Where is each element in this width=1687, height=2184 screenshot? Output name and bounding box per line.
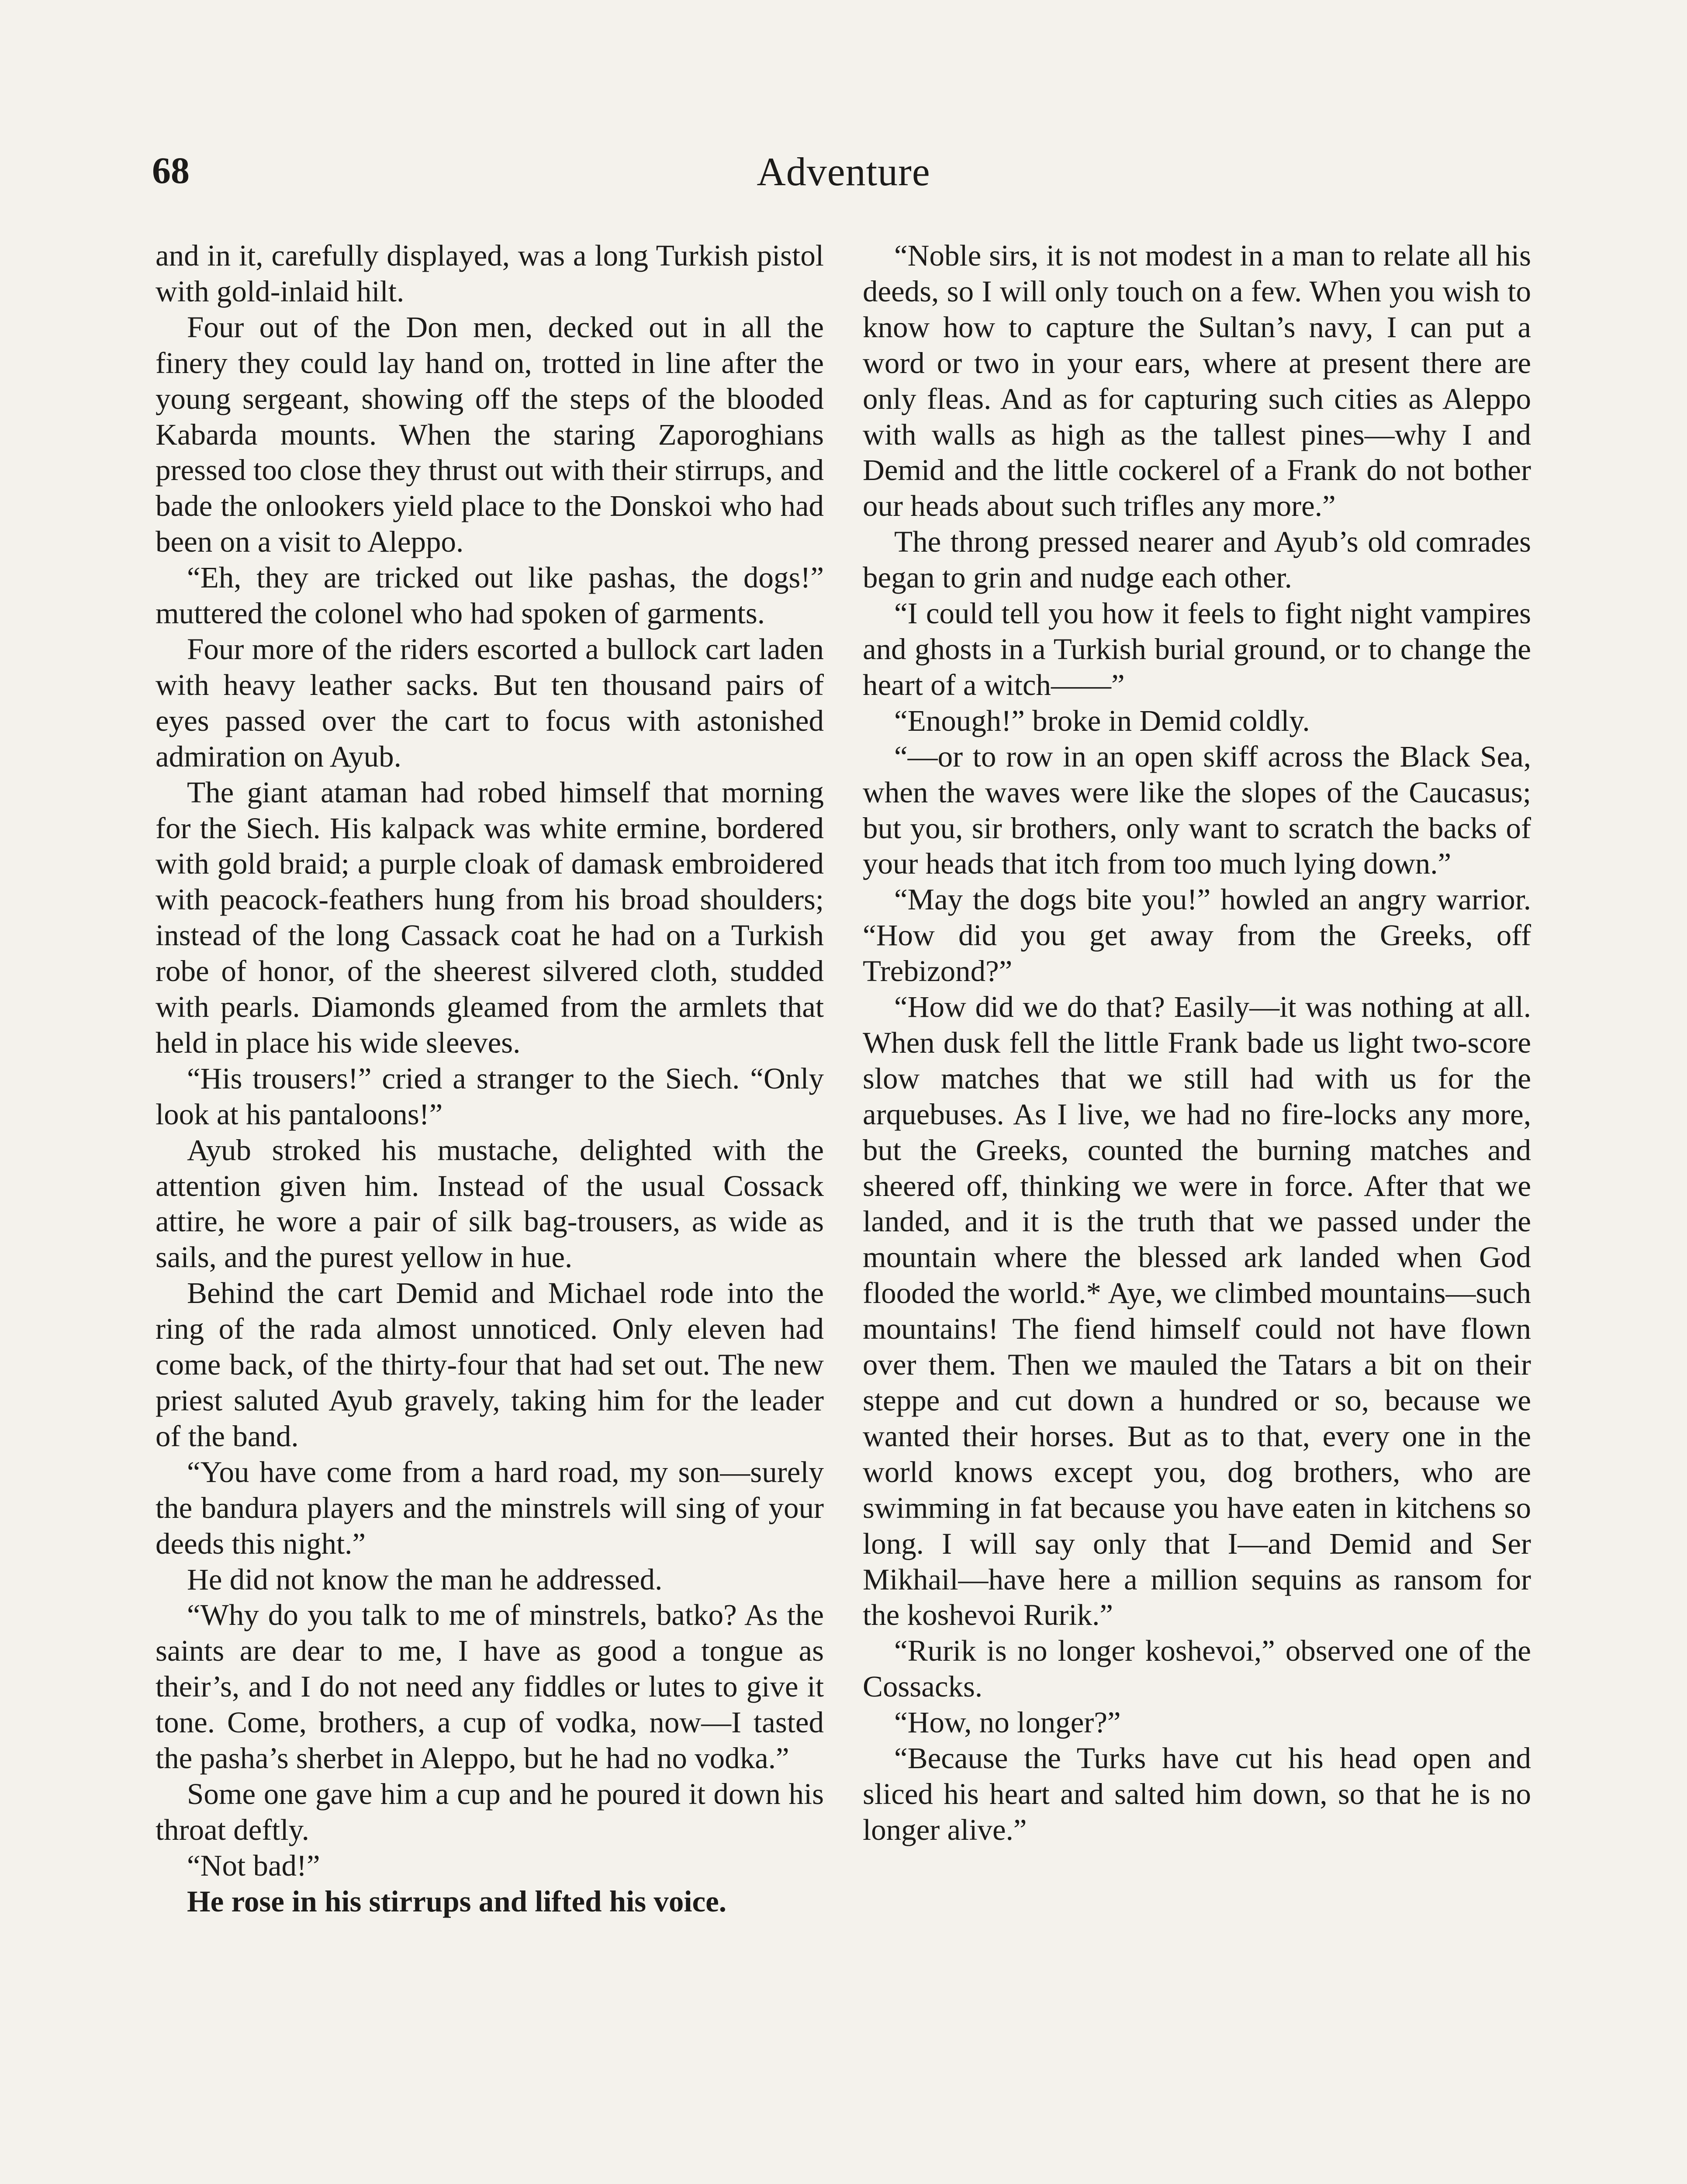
page-number: 68 (152, 149, 190, 191)
paragraph: “Not bad!” (187, 1849, 320, 1882)
paragraph: Some one gave him a cup and he poured it down his throat deftly. (156, 1777, 824, 1846)
paragraph: “How did we do that? Easily—it was nothing at all. When dusk fell the little Frank bade us light two-score slow matches that we still had with us for the arquebuses. As I live, we had no fire-locks any more, but the Greeks, counted the burning matches and sheered off, thinking we were in force. After that we landed, and it is the truth that we passed under the mountain where the blessed ark landed when God flooded the world.* Aye, we climbed mountains—such mountains! The fiend himself could not have flown over them. Then we mauled the Tatars a bit on their steppe and cut down a hundred or so, because we wanted their horses. But as to that, every one in the world knows except you, dog brothers, who are swimming in fat because you have eaten in kitchens so long. I will say only that I—and Demid and Ser Mikhail—have here a million sequins as ransom for the koshevoi Rurik.” (863, 990, 1531, 1632)
paragraph: “Why do you talk to me of minstrels, batko? As the saints are dear to me, I have as good a tongue as their’s, and I do not need any fiddles or lutes to give it tone. Come, brothers, a cup of vodka, now—I tasted the pasha’s sherbet in Aleppo, but he had no vodka.” (156, 1598, 824, 1775)
paragraph: “You have come from a hard road, my son—surely the bandura players and the minstrels will sing of your deeds this night.” (156, 1455, 824, 1560)
paragraph: The throng pressed nearer and Ayub’s old comrades began to grin and nudge each other. (863, 525, 1531, 594)
paragraph: Behind the cart Demid and Michael rode into the ring of the rada almost unnoticed. Only eleven had come back, of the thirty-four that had set out. The new priest saluted Ayub gravely, taking him for the leader of the band. (156, 1276, 824, 1453)
paragraph: He rose in his stirrups and lifted his voice. (187, 1884, 727, 1918)
paragraph: “Because the Turks have cut his head open and sliced his heart and salted him down, so that he is no longer alive.” (863, 1742, 1531, 1846)
paragraph: He did not know the man he addressed. (187, 1562, 663, 1596)
left-column (156, 238, 824, 1920)
running-title: Adventure (757, 149, 930, 194)
paragraph: “—or to row in an open skiff across the Black Sea, when the waves were like the slopes of the Caucasus; but you, sir brothers, only want to scratch the backs of your heads that itch from too much lying down.” (863, 740, 1531, 881)
paragraph: and in it, carefully displayed, was a long Turkish pistol with gold-inlaid hilt. (156, 239, 824, 308)
paragraph: “His trousers!” cried a stranger to the Siech. “Only look at his pantaloons!” (156, 1061, 824, 1131)
paragraph: “Rurik is no longer koshevoi,” observed one of the Cossacks. (863, 1634, 1531, 1704)
paragraph: “How, no longer?” (894, 1706, 1121, 1739)
paragraph: “Enough!” broke in Demid coldly. (894, 704, 1310, 737)
paragraph: Ayub stroked his mustache, delighted with the attention given him. Instead of the usual Cossack attire, he wore a pair of silk bag-trousers, as wide as sails, and the purest yellow in hue. (156, 1133, 824, 1274)
right-column (863, 238, 1531, 1848)
paragraph: The giant ataman had robed himself that morning for the Siech. His kalpack was white ermine, bordered with gold braid; a purple cloak of damask embroidered with peacock-feathers hung from his broad shoulders; instead of the long Cassack coat he had on a Turkish robe of honor, of the sheerest silvered cloth, studded with pearls. Diamonds gleamed from the armlets that held in place his wide sleeves. (156, 775, 824, 1059)
paragraph: “Noble sirs, it is not modest in a man to relate all his deeds, so I will only touch on a few. When you wish to know how to capture the Sultan’s navy, I can put a word or two in your ears, where at present there are only fleas. And as for capturing such cities as Aleppo with walls as high as the tallest pines—why I and Demid and the little cockerel of a Frank do not bother our heads about such trifles any more.” (863, 239, 1531, 523)
paragraph: “I could tell you how it feels to fight night vampires and ghosts in a Turkish burial ground, or to change the heart of a witch——” (863, 597, 1531, 702)
paragraph: “Eh, they are tricked out like pashas, the dogs!” muttered the colonel who had spoken of garments. (156, 561, 824, 630)
paragraph: Four out of the Don men, decked out in all the finery they could lay hand on, trotted in line after the young sergeant, showing off the steps of the blooded Kabarda mounts. When the staring Zaporoghians pressed too close they thrust out with their stirrups, and bade the onlookers yield place to the Donskoi who had been on a visit to Aleppo. (156, 310, 824, 559)
paragraph: Four more of the riders escorted a bullock cart laden with heavy leather sacks. But ten thousand pairs of eyes passed over the cart to focus with astonished admiration on Ayub. (156, 632, 824, 773)
paragraph: “May the dogs bite you!” howled an angry warrior. “How did you get away from the Greeks, off Trebizond?” (863, 883, 1531, 988)
